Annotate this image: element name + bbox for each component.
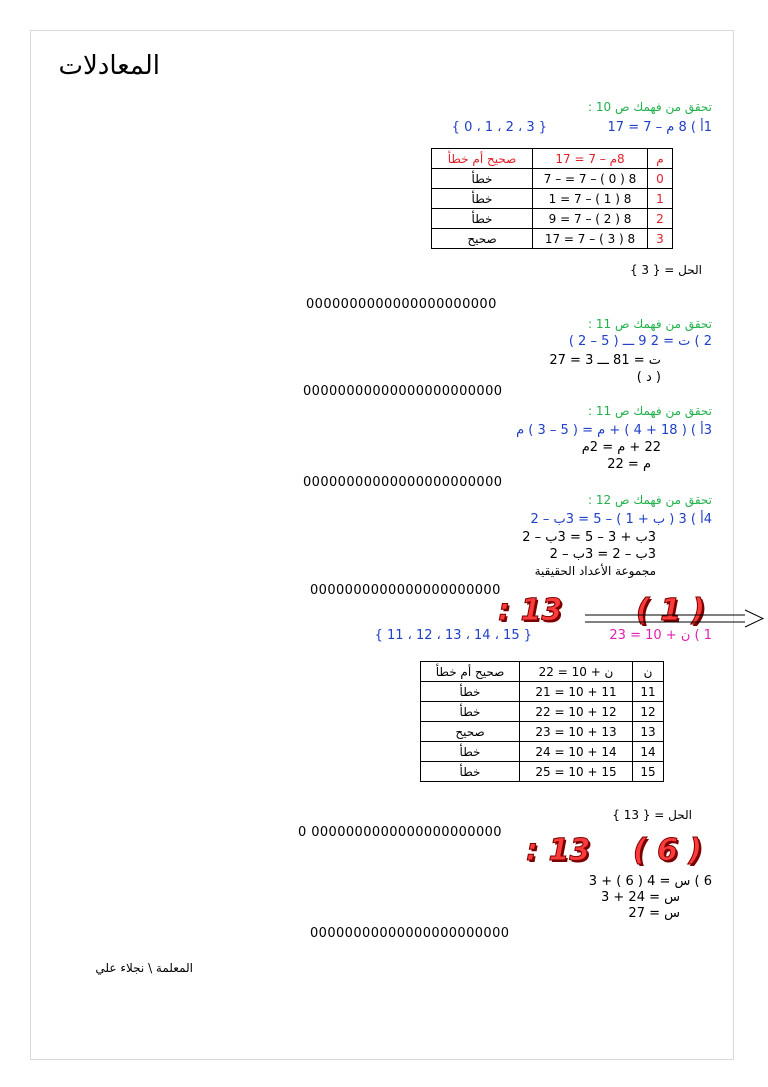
table-row <box>432 229 673 249</box>
s3-line2: 22 + م = 2م <box>581 440 661 455</box>
s4-line2: 3ب + 3 – 5 = 3ب – 2 <box>522 530 656 545</box>
table-cell: 2 <box>648 209 673 229</box>
table-cell: 0 <box>648 169 673 189</box>
table-row <box>421 702 664 722</box>
s6-line1: 6 ) س = 4 ( 6 ) + 3 <box>588 874 712 889</box>
table-cell: 14 + 10 = 24 <box>520 742 633 762</box>
exercise-6-label: ( 6 ) <box>633 833 703 868</box>
footer-teacher: المعلمة \ نجلاء علي <box>95 961 193 975</box>
s5-table <box>420 661 664 782</box>
page-13-label: : 13 <box>498 593 563 628</box>
s3-heading: تحقق من فهمك ص 11 : <box>588 404 712 418</box>
table-row <box>432 209 673 229</box>
table-cell: خطأ <box>432 189 533 209</box>
table-cell: خطأ <box>432 169 533 189</box>
page-title: المعادلات <box>58 51 160 81</box>
table-header-cell: م <box>648 149 673 169</box>
page-13-label-2: : 13 <box>526 833 591 868</box>
s3-line3: م = 22 <box>607 457 651 472</box>
table-cell: 11 + 10 = 21 <box>520 682 633 702</box>
s2-heading: تحقق من فهمك ص 11 : <box>588 317 712 331</box>
table-cell: 15 <box>633 762 664 782</box>
table-cell: 11 <box>633 682 664 702</box>
table-cell: خطأ <box>421 762 520 782</box>
table-cell: 13 <box>633 722 664 742</box>
s1-heading: تحقق من فهمك ص 10 : <box>588 100 712 114</box>
separator-1: 0000000000000000000000 <box>306 297 497 312</box>
table-cell: 8 ( 2 ) – 7 = 9 <box>533 209 648 229</box>
table-row <box>432 169 673 189</box>
table-cell: 8 ( 1 ) – 7 = 1 <box>533 189 648 209</box>
table-cell: 1 <box>648 189 673 209</box>
table-cell: 12 + 10 = 22 <box>520 702 633 722</box>
s2-line2: ت = 81 ـــ 3 = 27 <box>549 353 661 368</box>
exercise-1-label: ( 1 ) <box>636 593 706 628</box>
table-cell: 8 ( 3 ) – 7 = 17 <box>533 229 648 249</box>
table-row <box>421 742 664 762</box>
s5-set: { 15 ، 14 ، 13 ، 12 ، 11 } <box>374 628 532 643</box>
s2-line3: ( د ) <box>636 370 661 385</box>
table-cell: صحيح <box>421 722 520 742</box>
s1-set: { 3 ، 2 ، 1 ، 0 } <box>451 120 547 135</box>
table-cell: 3 <box>648 229 673 249</box>
table-row <box>432 149 673 169</box>
s5-problem: 1 ) ن + 10 = 23 <box>609 628 712 643</box>
separator-5: 0 0000000000000000000000 <box>298 825 502 840</box>
table-header-cell: ن + 10 = 22 <box>520 662 633 682</box>
table-cell: 13 + 10 = 23 <box>520 722 633 742</box>
separator-4: 0000000000000000000000 <box>310 583 501 598</box>
s2-line1: 2 ) ت = 2 9 ـــ ( 5 – 2 ) <box>568 334 712 349</box>
table-cell: 8 ( 0 ) – 7 = – 7 <box>533 169 648 189</box>
table-cell: 15 + 10 = 25 <box>520 762 633 782</box>
table-cell: 14 <box>633 742 664 762</box>
s4-line4: مجموعة الأعداد الحقيقية <box>534 564 656 578</box>
s1-problem: 1أ ) 8 م – 7 = 17 <box>607 120 712 135</box>
table-row <box>432 189 673 209</box>
table-cell: خطأ <box>421 702 520 722</box>
table-header-cell: صحيح أم خطأ <box>432 149 533 169</box>
table-cell: صحيح <box>432 229 533 249</box>
table-header-cell: ن <box>633 662 664 682</box>
separator-2: 00000000000000000000000 <box>303 384 503 399</box>
table-row <box>421 682 664 702</box>
table-header-cell: 8م – 7 = 17 <box>533 149 648 169</box>
arrow-icon <box>585 608 765 630</box>
s6-line2: س = 24 + 3 <box>600 890 680 905</box>
s4-line3: 3ب – 2 = 3ب – 2 <box>549 547 656 562</box>
table-cell: خطأ <box>421 682 520 702</box>
s1-solution: الحل = { 3 } <box>629 263 702 277</box>
s6-line3: س = 27 <box>628 906 680 921</box>
separator-3: 00000000000000000000000 <box>303 475 503 490</box>
table-row <box>421 662 664 682</box>
table-header-cell: صحيح أم خطأ <box>421 662 520 682</box>
separator-6: 00000000000000000000000 <box>310 926 510 941</box>
table-cell: 12 <box>633 702 664 722</box>
table-cell: خطأ <box>432 209 533 229</box>
s3-line1: 3أ ) ( 18 + 4 ) + م = ( 5 – 3 ) م <box>516 423 712 438</box>
table-cell: خطأ <box>421 742 520 762</box>
s4-heading: تحقق من فهمك ص 12 : <box>588 493 712 507</box>
table-row <box>421 762 664 782</box>
s1-table <box>431 148 673 249</box>
s5-solution: الحل = { 13 } <box>612 808 692 822</box>
s4-line1: 4أ ) 3 ( ب + 1 ) – 5 = 3ب – 2 <box>530 512 712 527</box>
table-row <box>421 722 664 742</box>
